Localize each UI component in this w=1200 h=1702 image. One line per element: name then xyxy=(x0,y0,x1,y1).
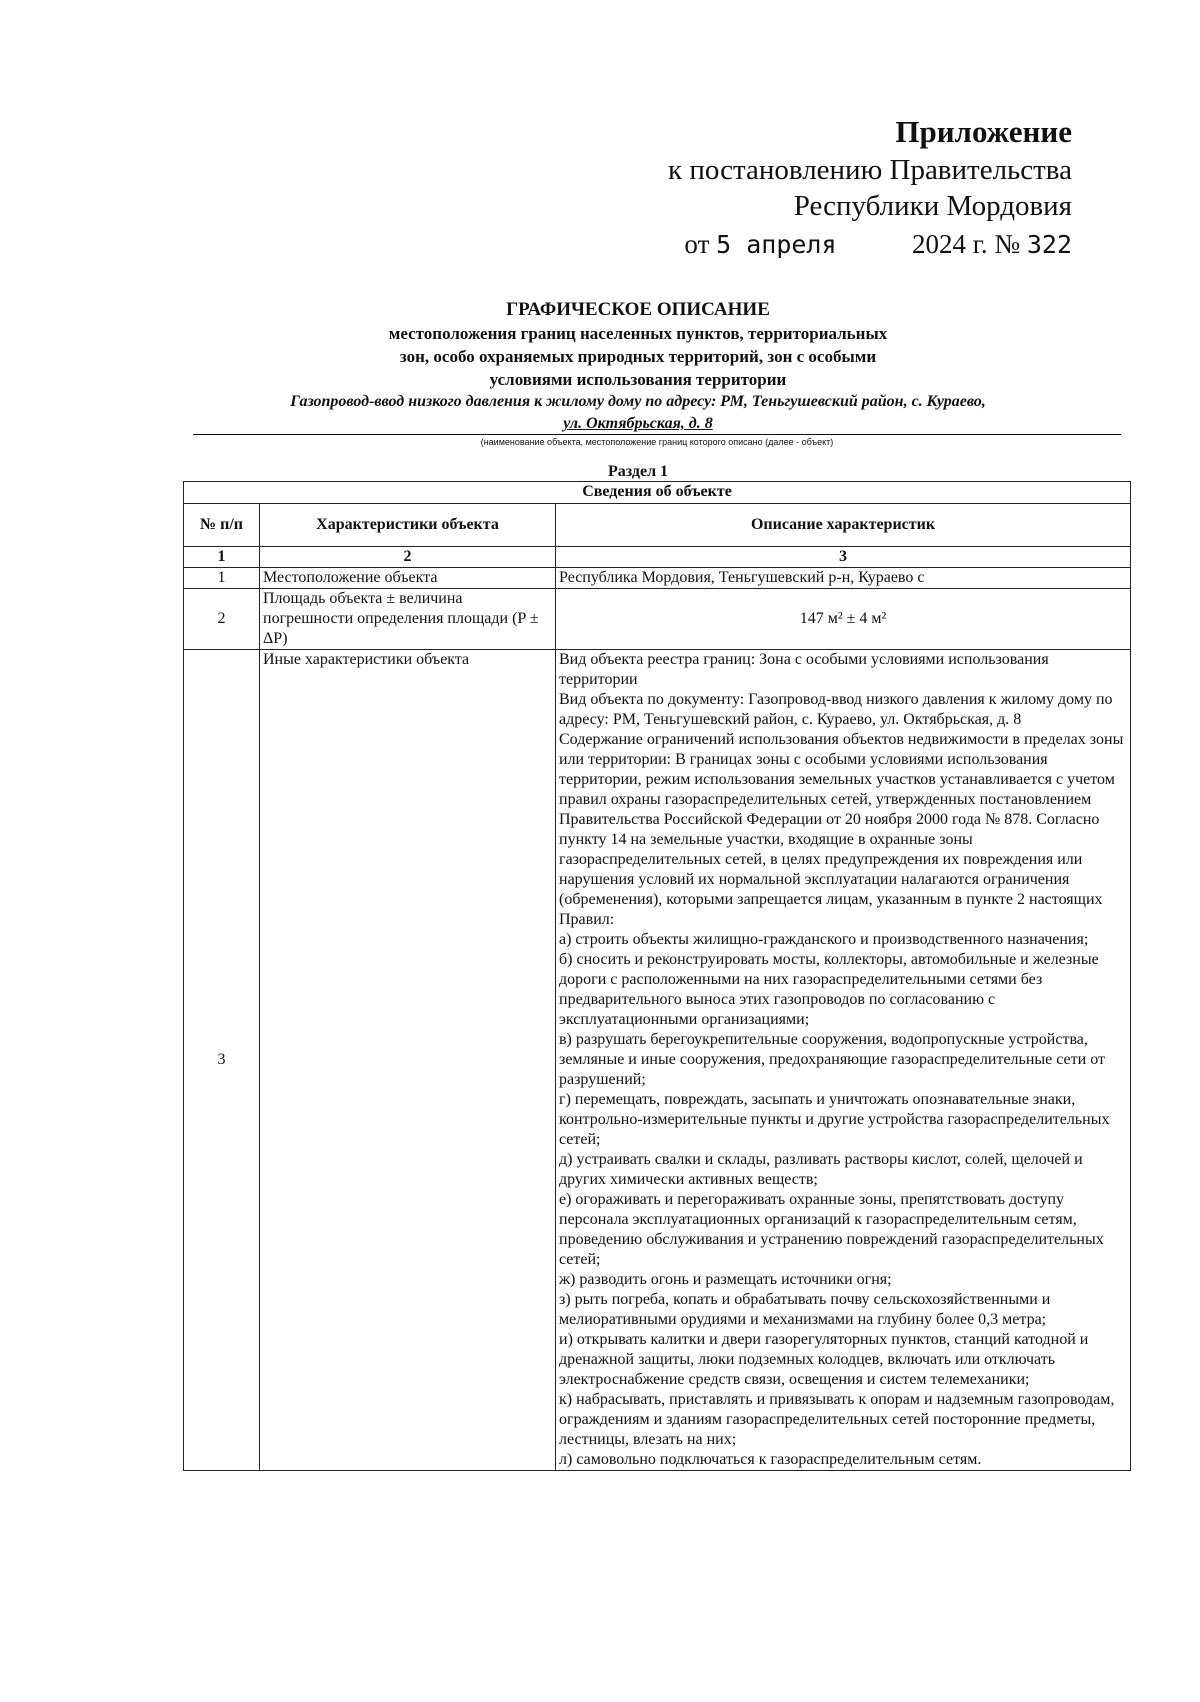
object-caption: (наименование объекта, местоположение границ которого описано (далее - объект) xyxy=(480,437,834,447)
column-number-1: 1 xyxy=(184,547,260,568)
object-info-table xyxy=(183,481,1131,1471)
appendix-line-2: Республики Мордовия xyxy=(793,190,1072,222)
object-name-1: Газопровод-ввод низкого давления к жилому дому по адресу: РМ, Теньгушевский район, с. Кураево, xyxy=(290,393,986,410)
restriction-line: л) самовольно подключаться к газораспределительным сетям. xyxy=(559,1451,982,1468)
table-row xyxy=(184,589,1131,650)
column-number-2: 2 xyxy=(260,547,556,568)
restriction-line: б) сносить и реконструировать мосты, коллекторы, автомобильные и железные дороги с расположенными на них газораспределительными сетями без предварительного выноса этих газопроводов по согласованию с эксплуатационными организациями; xyxy=(559,951,1099,1028)
restriction-line: а) строить объекты жилищно-гражданского и производственного назначения; xyxy=(559,931,1089,948)
restriction-line: е) огораживать и перегораживать охранные зоны, препятствовать доступу персонала эксплуатационных организаций к газораспределительным сетям, проведению обслуживания и устранению повреждений газораспределительных сетей; xyxy=(559,1191,1104,1268)
row-number: 1 xyxy=(184,568,260,589)
restriction-line: Содержание ограничений использования объектов недвижимости в пределах зоны или территории: В границах зоны с особыми условиями использования территории, режим использования земельных участков устанавливается с учетом правил охраны газораспределительных сетей, утвержденных постановлением Правительства Российской Федерации от 20 ноября 2000 года № 878. Согласно пункту 14 на земельные участки, входящие в охранные зоны газораспределительных сетей, в целях предупреждения их повреждения или нарушения условий их нормальной эксплуатации налагаются ограничения (обременения), которыми запрещается лицам, указанным в пункте 2 настоящих Правил: xyxy=(559,731,1124,928)
header-number: № п/п xyxy=(184,504,260,547)
section-title: Раздел 1 xyxy=(607,463,669,480)
document-number: 322 xyxy=(1026,230,1072,259)
header-characteristic: Характеристики объекта xyxy=(260,504,556,547)
table-row xyxy=(184,650,1131,1471)
date-prefix: от xyxy=(684,229,710,259)
table-title-row xyxy=(184,482,1131,504)
heading-sub-2: зон, особо охраняемых природных территорий, зон с особыми xyxy=(399,347,877,366)
object-name-2: ул. Октябрьская, д. 8 xyxy=(563,415,713,432)
restriction-line: ж) разводить огонь и размещать источники огня; xyxy=(559,1271,892,1288)
appendix-title: Приложение xyxy=(895,114,1072,149)
row-description: Республика Мордовия, Теньгушевский р-н, Кураево с xyxy=(556,568,1131,589)
heading-sub-1: местоположения границ населенных пунктов, территориальных xyxy=(388,324,888,343)
row-characteristic: Местоположение объекта xyxy=(260,568,556,589)
table-header-row xyxy=(184,504,1131,547)
appendix-block xyxy=(668,112,1072,263)
restriction-line: к) набрасывать, приставлять и привязывать к опорам и надземным газопроводам, ограждениям и зданиям газораспределительных сетей посторонние предметы, лестницы, влезать на них; xyxy=(559,1391,1115,1448)
heading-sub-3: условиями использования территории xyxy=(489,370,787,389)
column-number-row xyxy=(184,547,1131,568)
restriction-line: и) открывать калитки и двери газорегуляторных пунктов, станций катодной и дренажной защиты, люки подземных колодцев, включать или отключать электроснабжение средств связи, освещения и систем телемеханики; xyxy=(559,1331,1089,1388)
row-characteristic: Иные характеристики объекта xyxy=(260,650,556,1471)
date-year: 2024 г. № xyxy=(912,229,1021,259)
restriction-line: Вид объекта реестра границ: Зона с особыми условиями использования территории xyxy=(559,651,1049,688)
header-description: Описание характеристик xyxy=(556,504,1131,547)
appendix-line-1: к постановлению Правительства xyxy=(668,154,1072,186)
row-characteristic: Площадь объекта ± величина погрешности определения площади (P ± ΔP) xyxy=(260,589,556,650)
row-description xyxy=(556,650,1131,1471)
restriction-line: в) разрушать берегоукрепительные сооружения, водопропускные устройства, земляные и иные сооружения, предохраняющие газораспределительные сети от разрушений; xyxy=(559,1031,1105,1088)
restriction-line: д) устраивать свалки и склады, разливать растворы кислот, солей, щелочей и других химически активных веществ; xyxy=(559,1151,1083,1188)
object-name-rule xyxy=(193,434,1121,435)
table-title: Сведения об объекте xyxy=(184,482,1131,504)
date-day: 5 апреля xyxy=(716,230,837,259)
row-description: 147 м² ± 4 м² xyxy=(556,589,1131,650)
column-number-3: 3 xyxy=(556,547,1131,568)
restriction-line: Вид объекта по документу: Газопровод-ввод низкого давления к жилому дому по адресу: РМ, Теньгушевский район, с. Кураево, ул. Октябрьская, д. 8 xyxy=(559,691,1113,728)
heading-main: ГРАФИЧЕСКОЕ ОПИСАНИЕ xyxy=(506,299,770,320)
row-number: 2 xyxy=(184,589,260,650)
row-number: 3 xyxy=(184,650,260,1471)
restriction-line: г) перемещать, повреждать, засыпать и уничтожать опознавательные знаки, контрольно-измерительные пункты и другие устройства газораспределительных сетей; xyxy=(559,1091,1110,1148)
restriction-line: з) рыть погреба, копать и обрабатывать почву сельскохозяйственными и мелиоративными орудиями и механизмами на глубину более 0,3 метра; xyxy=(559,1291,1051,1328)
document-heading xyxy=(183,298,1093,435)
appendix-date xyxy=(668,226,1072,263)
table-row xyxy=(184,568,1131,589)
